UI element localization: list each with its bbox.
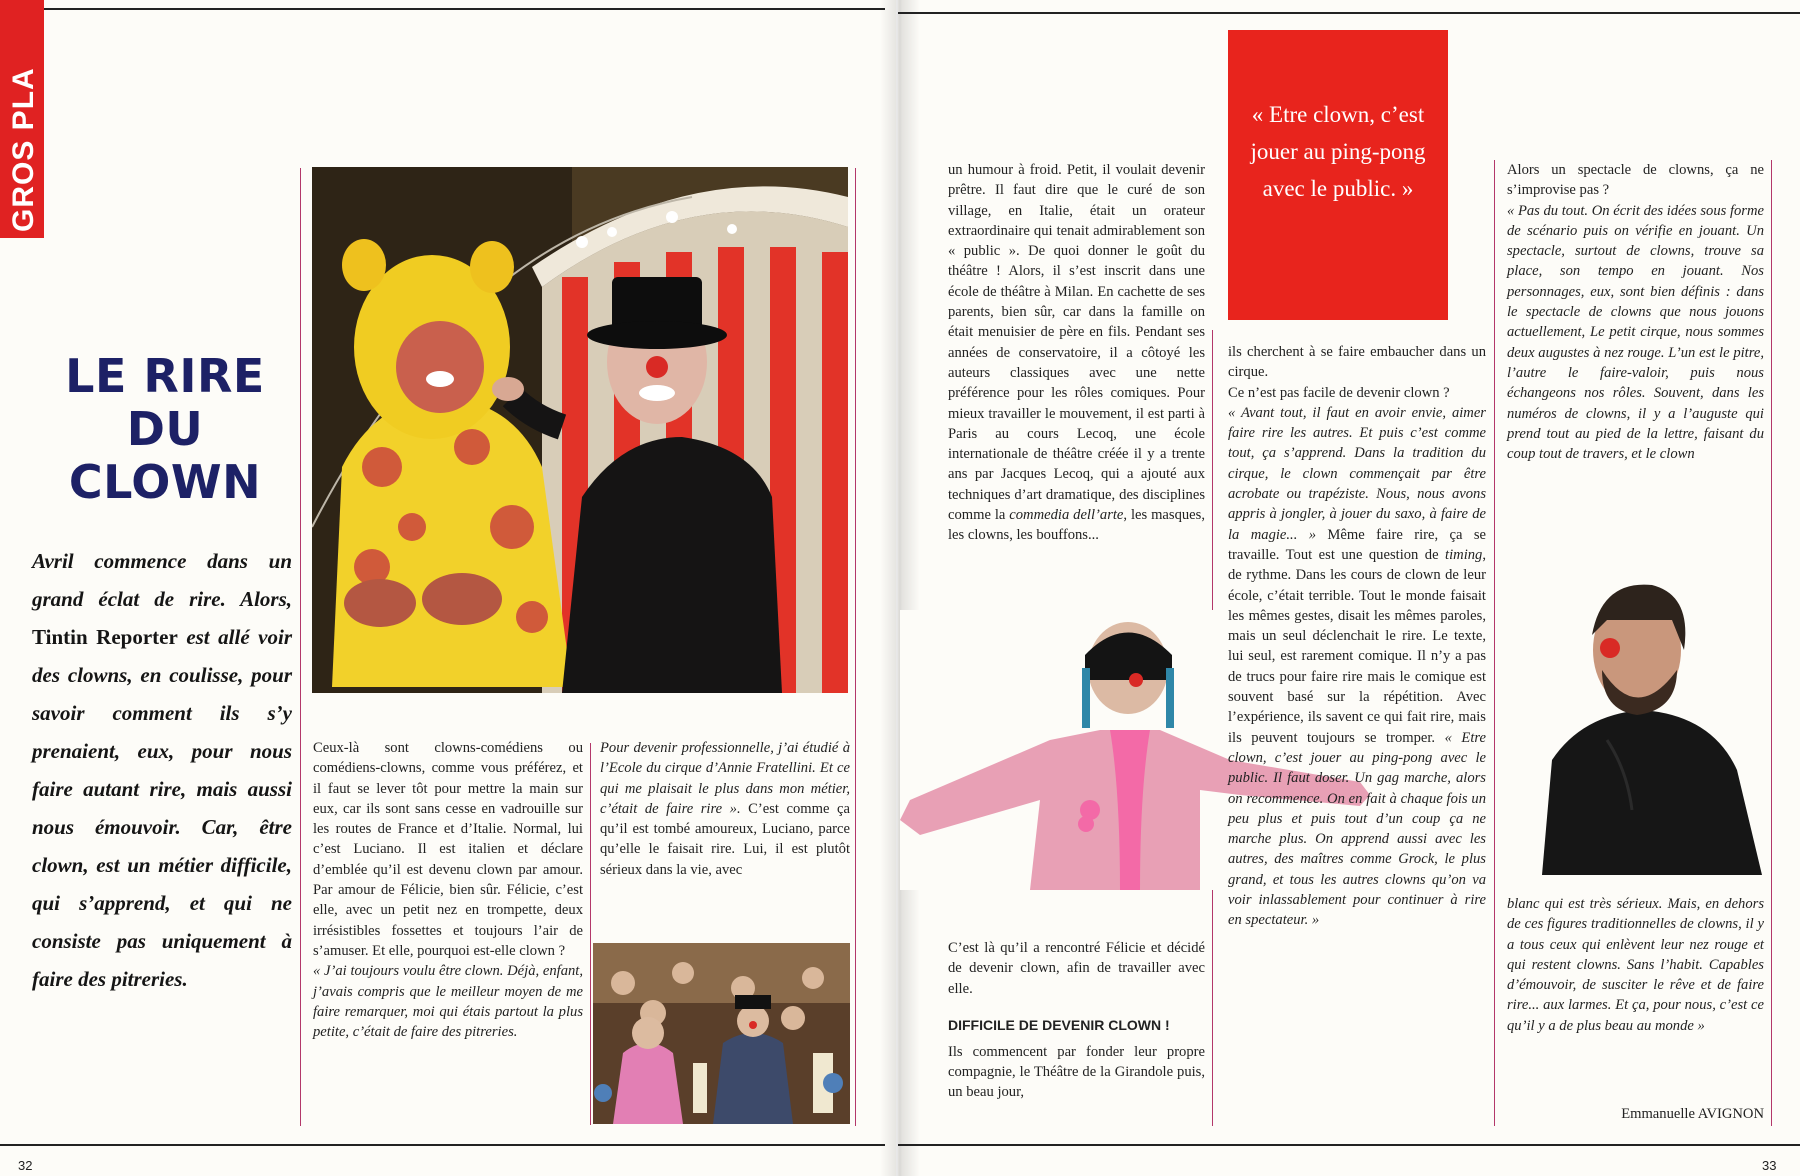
top-rule-right <box>898 12 1800 14</box>
text-column-4 <box>1228 342 1486 931</box>
text-column-1 <box>313 738 583 1042</box>
bottom-rule-left <box>0 1144 885 1146</box>
col5-answer: « Pas du tout. On écrit des idées sous forme de scénario puis on vérifie en jouant. Un spectacle, surtout de clowns, trouve sa place, son tempo en jouant. Nos personnages, eux, sont bien définis : dans le spectacle de clowns que nous jouons actuellement, Le petit cirque, nous sommes deux augustes à nez rouge. L’un est le pitre, l’autre le faire-valoir, puis nous échangeons nos rôles. Souvent, dans les numéros de clowns, il y a l’auguste qui prend tout au pied de la lettre, faisant du coup tout de travers, et le clown <box>1507 202 1764 463</box>
col3-paragraph-2: C’est là qu’il a rencontré Félicie et décidé de devenir clown, afin de travailler avec elle. <box>948 940 1205 997</box>
col2-rest: C’est comme ça qu’il est tombé amoureux, Luciano, parce qu’elle le faisait rire. Lui, il est plutôt sérieux dans la vie, avec <box>600 800 850 878</box>
text-column-3 <box>948 160 1205 546</box>
photo-clown-crowd <box>593 943 850 1124</box>
intro-paragraph <box>32 542 292 998</box>
col3-paragraph-3: Ils commencent par fonder leur propre compagnie, le Théâtre de la Girandole puis, un beau jour, <box>948 1043 1205 1101</box>
section-tab <box>0 0 44 238</box>
column-rule <box>855 168 856 1126</box>
author-signature: Emmanuelle AVIGNON <box>1621 1106 1764 1122</box>
section-tab-label: GROS PLA <box>7 67 40 232</box>
col4-quote-2: « Etre clown, c’est jouer au ping-pong avec le public. Il faut doser. Un gag marche, alors on recommence. On en fait à chaque fois un peu plus et puis tout d’un coup ça ne marche plus. On apprend aussi avec les autres, des maîtres comme Grock, le plus grand, et tous les autres clowns qu’on va voir inlassablement pour continuer à rire en spectateur. » <box>1228 729 1486 929</box>
text-column-5 <box>1507 160 1764 464</box>
text-column-5-lower <box>1507 894 1764 1036</box>
col3-text-a: un humour à froid. Petit, il voulait devenir prêtre. Il faut dire que le curé de son village, en Italie, était un orateur extraordinaire qui tenait admirablement son « public ». De quoi donner le goût du théâtre ! Alors, il s’est inscrit dans une école de théâtre à Milan. En cachette de ses parents, bien sûr, car dans la famille on était menuisier de père en fils. Pendant ses années de conservatoire, il a côtoyé les auteurs classiques avec une nette préférence pour les rôles comiques. Pour mieux travailler le mouvement, il est parti à Paris au cours Lecoq, une école internationale de théâtre créée il y a trente ans par Jacques Lecoq, qui a ajouté aux techniques d’art dramatique, des disciplines comme la <box>948 162 1205 524</box>
column-rule <box>1771 160 1772 1126</box>
column-rule <box>1494 160 1495 1126</box>
page-gutter <box>880 0 920 1176</box>
headline-line-2: DU <box>126 402 204 456</box>
col3-text-b: , les masques, les clowns, les bouffons... <box>948 507 1205 544</box>
col4-quote-1: « Avant tout, il faut en avoir envie, aimer faire rire les autres. Et puis c’est comme tout, ça s’apprend. Dans la tradition du cirque, le clown commençait par être acrobate ou trapéziste. Nous, nous avons appris à jongler, à jouer du saxo, à faire de la magie... » <box>1228 404 1486 543</box>
col1-paragraph: Ceux-là sont clowns-comédiens ou comédiens-clowns, comme vous préférez, et il faut se lever tôt pour mettre la main sur eux, car ils sont sans cesse en vadrouille sur les routes de France et d’Italie. Normal, lui c’est Luciano. Il est italien et déclare d’emblée qu’il est devenu clown par amour. Par amour de Félicie, bien sûr. Félicie, c’est elle, avec un petit nez en trompette, deux irrésistibles fossettes et toujours l’air de s’amuser. Et elle, pourquoi est-elle clown ? <box>313 740 583 959</box>
col4-text-a: Même faire rire, ça se travaille. Tout est une question de <box>1228 526 1487 563</box>
bottom-rule-right <box>898 1144 1800 1146</box>
col3-italic: commedia dell’arte <box>1009 507 1124 524</box>
text-column-3-lower <box>948 938 1205 1103</box>
top-rule-left <box>0 8 885 10</box>
headline-line-1: LE RIRE <box>65 349 265 403</box>
col1-quote: « J’ai toujours voulu être clown. Déjà, enfant, j’avais compris que le meilleur moyen de me faire remarquer, moi qui étais partout la plus petite, c’était de faire des pitreries. <box>313 963 583 1041</box>
col5-conclusion: blanc qui est très sérieux. Mais, en dehors de ces figures traditionnelles de clowns, il y a tous ceux qui enlèvent leur nez rouge et qui restent clowns. Sans l’habit. Capables d’émouvoir, de susciter le rêve et de faire rire... aux larmes. Et ça, pour nous, c’est ce qu’il y a de plus beau au monde » <box>1507 896 1764 1034</box>
intro-part-1: Avril commence dans un grand éclat de rire. Alors, <box>32 549 292 611</box>
photo-two-clowns <box>312 167 848 693</box>
col4-italic: timing <box>1445 546 1483 563</box>
col2-paragraph <box>600 738 850 880</box>
col4-text-b: , de rythme. Dans les cours de clown de leur école, c’était terrible. Tout le monde faisait les mêmes gestes, disait les mêmes paroles, mais un seul déclenchait le rire. Le texte, lui seul, est rarement comique. Il n’y a pas de trucs pour faire rire mais le comique est souvent basé sur la répétition. Avec l’expérience, ils savent ce qui fait rire, mais ils peuvent toujours se tromper. <box>1228 546 1486 746</box>
section-subhead: DIFFICILE DE DEVENIR CLOWN ! <box>948 1016 1170 1033</box>
column-rule <box>300 168 301 1126</box>
pull-quote-text: « Etre clown, c’est jouer au ping-pong avec le public. » <box>1250 102 1426 201</box>
col4-paragraph-2 <box>1228 403 1486 931</box>
col5-question: Alors un spectacle de clowns, ça ne s’improvise pas ? <box>1507 162 1764 199</box>
intro-part-2: est allé voir des clowns, en coulisse, pour savoir comment ils s’y prenaient, eux, pour nous faire autant rire, mais aussi nous émouvoir. Car, être clown, est un métier difficile, qui s’apprend, et qui ne consiste pas uniquement à faire des pitreries. <box>32 625 292 991</box>
text-column-2 <box>600 738 850 880</box>
headline <box>40 350 290 509</box>
pull-quote <box>1228 30 1448 320</box>
page-number-left: 32 <box>18 1158 33 1173</box>
col2-quote: Pour devenir professionnelle, j’ai étudié à l’Ecole du cirque d’Annie Fratellini. Et ce qui me plaisait le plus dans mon métier, c’était de faire rire ». <box>600 740 850 817</box>
col4-paragraph-1: ils cherchent à se faire embaucher dans un cirque. <box>1228 344 1486 381</box>
photo-male-clown <box>1512 540 1768 875</box>
col3-paragraph-1 <box>948 160 1205 546</box>
headline-line-3: CLOWN <box>68 455 262 509</box>
column-rule <box>590 743 591 1125</box>
page-number-right: 33 <box>1762 1158 1777 1173</box>
magazine-name: Tintin Reporter <box>32 625 178 649</box>
col4-question: Ce n’est pas facile de devenir clown ? <box>1228 384 1450 401</box>
